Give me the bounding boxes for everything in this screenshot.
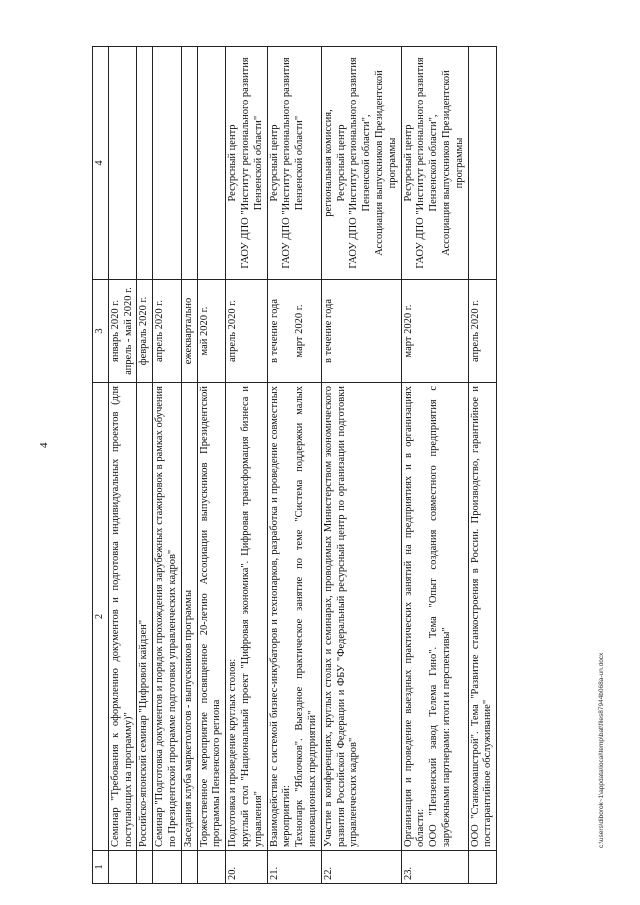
row-event: Торжественное мероприятие посвященное 20-летию Ассоциации выпускников Президентской программы Пензенского региона (197, 383, 226, 851)
header-col-3: 3 (93, 280, 109, 383)
row-event: Взаимодействие с системой бизнес-инкубаторов и технопарков, разработка и проведение совместных мероприятий: Технопарк "Яблочков". Выездное практическое занятие по теме "Система поддержки малых инновационных предприятий" (267, 383, 321, 851)
row-event: Семинар "Требования к оформлению документов и подготовка индивидуальных проектов (для поступающих на программу)" (108, 383, 137, 851)
row-date: май 2020 г. (197, 280, 226, 383)
table-row (108, 47, 137, 884)
plan-table-container (92, 46, 600, 884)
row-responsible (468, 47, 497, 280)
table-row (181, 47, 197, 884)
row-date: апрель 2020 г. (226, 280, 267, 383)
row-date: апрель 2020 г. (468, 280, 497, 383)
header-col-2: 2 (93, 383, 109, 851)
table-header-row (93, 47, 109, 884)
row-responsible (137, 47, 153, 280)
table-row (321, 47, 401, 884)
row-number (181, 851, 197, 884)
row-number (153, 851, 182, 884)
row-date: март 2020 г. (401, 280, 468, 383)
row-number: 21. (267, 851, 321, 884)
row-number: 23. (401, 851, 468, 884)
row-responsible: Ресурсный центр ГАОУ ДПО "Институт регионального развития Пензенской области" (226, 47, 267, 280)
row-number (108, 851, 137, 884)
row-responsible: региональная комиссия, Ресурсный центр ГАОУ ДПО "Институт регионального развития Пензенской области", Ассоциация выпускников Президентской программы (321, 47, 401, 280)
row-number (197, 851, 226, 884)
row-responsible (197, 47, 226, 280)
plan-table (92, 46, 497, 884)
row-date: в течение года (321, 280, 401, 383)
row-responsible (181, 47, 197, 280)
header-col-1: 1 (93, 851, 109, 884)
table-row (153, 47, 182, 884)
row-responsible (108, 47, 137, 280)
row-event: ООО "Станкомашстрой". Тема "Развитие станкостроения в России. Производство, гарантийное и постгарантийное обслуживание" (468, 383, 497, 851)
row-responsible (153, 47, 182, 280)
table-row (401, 47, 468, 884)
table-row (468, 47, 497, 884)
row-number: 22. (321, 851, 401, 884)
row-event: Заседания клуба маркетологов - выпускников программы (181, 383, 197, 851)
row-event: Участие в конференциях, круглых столах и семинарах, проводимых Министерством экономического развития Российской Федерации и ФБУ "Федеральный ресурсный центр по организации подготовки управленческих кадров" (321, 383, 401, 851)
page-number: 4 (38, 442, 50, 448)
footer-file-path: c:\users\diborok~1\appdata\local\temp\bat\files87944b068a-un.docx (598, 652, 605, 848)
table-row (267, 47, 321, 884)
table-row (137, 47, 153, 884)
table-row (226, 47, 267, 884)
row-event: Российско-японский семинар "Цифровой кайдзен" (137, 383, 153, 851)
row-event: Организация и проведение выездных практических занятий на предприятиях и в организациях области: ООО "Пензенский завод Телема Гино". Тема "Опыт создания совместного предприятия с зарубежными партнерами: итоги и перспективы" (401, 383, 468, 851)
row-date: февраль 2020 г. (137, 280, 153, 383)
row-event: Подготовка и проведение круглых столов: круглый стол "Национальный проект "Цифровая экономика". Цифровая трансформация бизнеса и управления" (226, 383, 267, 851)
row-number (468, 851, 497, 884)
row-responsible: Ресурсный центр ГАОУ ДПО "Институт регионального развития Пензенской области", Ассоциация выпускников Президентской программы (401, 47, 468, 280)
row-responsible: Ресурсный центр ГАОУ ДПО "Институт регионального развития Пензенской области" (267, 47, 321, 280)
row-number: 20. (226, 851, 267, 884)
row-date: апрель 2020 г. (153, 280, 182, 383)
header-col-4: 4 (93, 47, 109, 280)
row-event: Семинар "Подготовка документов и порядок прохождения зарубежных стажировок в рамках обучения по Президентской программе подготовки управленческих кадров" (153, 383, 182, 851)
table-row (197, 47, 226, 884)
row-number (137, 851, 153, 884)
row-date: ежеквартально (181, 280, 197, 383)
row-date: январь 2020 г. апрель - май 2020 г. (108, 280, 137, 383)
row-date: в течение года март 2020 г. (267, 280, 321, 383)
